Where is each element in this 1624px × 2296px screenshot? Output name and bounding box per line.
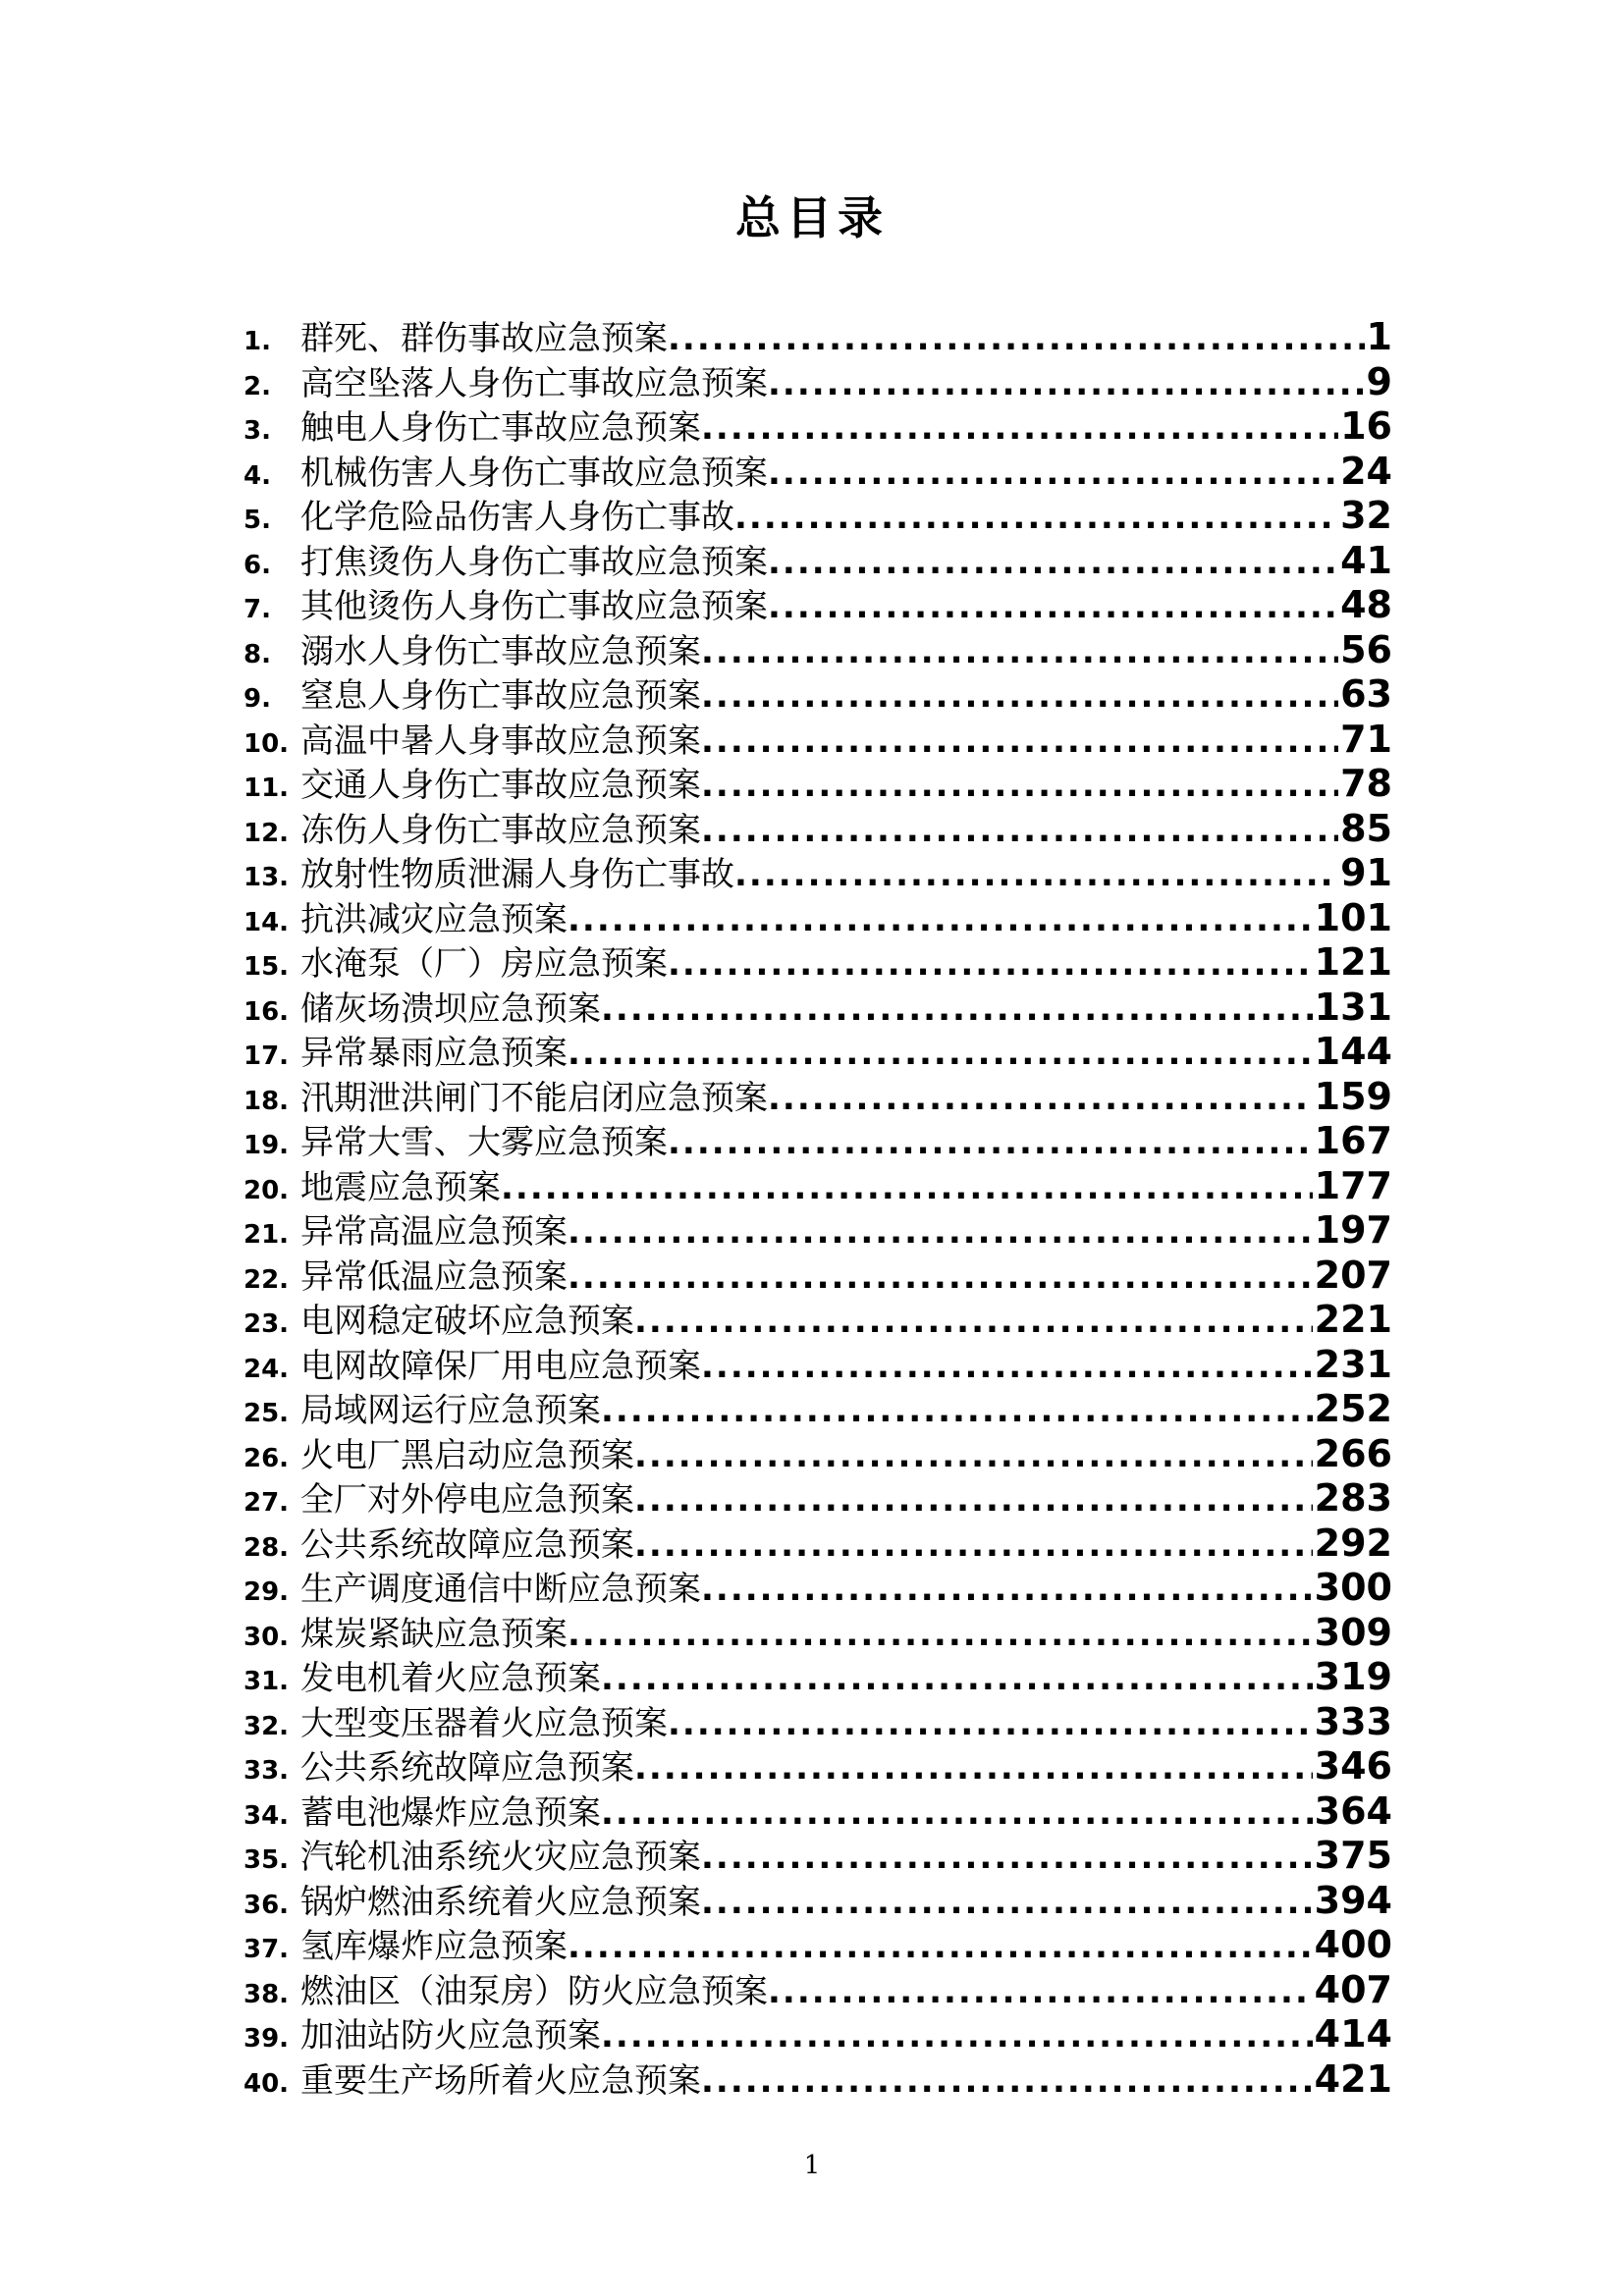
toc-entry-number: 34. [244,1800,290,1831]
toc-dot-leader [701,1568,1313,1611]
toc-entry-number: 9. [244,684,271,714]
toc-entry[interactable] [244,539,1392,584]
toc-entry-title: 氢库爆炸应急预案 [300,1927,568,1966]
toc-dot-leader [768,585,1338,628]
toc-dot-leader [701,674,1338,718]
toc-entry[interactable] [244,1655,1392,1700]
toc-entry-number: 35. [244,1845,290,1875]
toc-entry-page: 333 [1314,1699,1392,1743]
toc-entry-page: 121 [1314,940,1392,984]
toc-entry-number: 14. [244,907,290,937]
toc-entry-number: 29. [244,1577,290,1607]
page-number: 1 [803,2151,821,2180]
toc-entry-page: 319 [1314,1655,1392,1698]
toc-entry-title: 汽轮机油系统火灾应急预案 [300,1838,701,1877]
toc-entry-page: 207 [1314,1253,1392,1297]
toc-entry-title: 燃油区（油泵房）防火应急预案 [300,1971,768,2011]
toc-dot-leader [701,720,1338,763]
toc-entry-number: 19. [244,1131,290,1160]
toc-entry[interactable] [244,1789,1392,1835]
toc-dot-leader [601,988,1313,1031]
toc-dot-leader [568,898,1313,941]
toc-entry-title: 局域网运行应急预案 [300,1391,601,1430]
toc-entry-page: 159 [1314,1074,1392,1118]
toc-entry-number: 7. [244,595,271,624]
toc-entry-number: 15. [244,952,290,982]
toc-entry[interactable] [244,360,1392,405]
toc-entry-page: 421 [1314,2056,1392,2101]
toc-dot-leader [568,1255,1313,1299]
toc-entry-page: 177 [1314,1163,1392,1207]
toc-entry-page: 56 [1340,627,1392,671]
toc-entry-number: 17. [244,1041,290,1071]
toc-entry-title: 发电机着火应急预案 [300,1659,601,1698]
toc-entry-title: 触电人身伤亡事故应急预案 [300,408,701,448]
toc-entry[interactable] [244,2057,1392,2103]
toc-entry-title: 异常低温应急预案 [300,1256,568,1297]
toc-dot-leader [701,1881,1313,1924]
toc-entry[interactable] [244,1030,1392,1075]
toc-entry-page: 266 [1314,1431,1392,1475]
toc-entry-title: 加油站防火应急预案 [300,2016,601,2056]
toc-entry-number: 2. [244,371,271,401]
toc-entry-number: 21. [244,1220,290,1250]
toc-dot-leader [568,1032,1313,1075]
toc-entry[interactable] [244,1744,1392,1789]
toc-entry[interactable] [244,404,1392,450]
toc-entry-page: 394 [1314,1878,1392,1922]
toc-entry-number: 36. [244,1890,290,1920]
toc-entry-title: 地震应急预案 [300,1167,501,1207]
toc-entry-page: 32 [1340,494,1392,537]
toc-entry-number: 38. [244,1979,290,2009]
toc-entry-title: 锅炉燃油系统着火应急预案 [300,1882,701,1922]
toc-dot-leader [568,1613,1313,1656]
toc-dot-leader [568,1210,1313,1254]
toc-entry-page: 41 [1340,538,1392,582]
toc-entry[interactable] [244,940,1392,986]
toc-entry[interactable] [244,1119,1392,1164]
toc-entry-page: 144 [1314,1030,1392,1073]
toc-entry-page: 101 [1314,895,1392,939]
toc-entry[interactable] [244,1834,1392,1879]
toc-entry-number: 24. [244,1354,290,1384]
toc-dot-leader [701,2059,1313,2103]
toc-dot-leader [601,1657,1313,1700]
toc-entry-page: 1 [1366,315,1392,358]
toc-entry-title: 其他烫伤人身伤亡事故应急预案 [300,587,768,626]
toc-entry[interactable] [244,1566,1392,1611]
toc-entry-page: 131 [1314,985,1392,1029]
toc-entry-page: 292 [1314,1521,1392,1565]
toc-entry-page: 197 [1314,1208,1392,1252]
toc-entry-number: 16. [244,996,290,1027]
toc-entry-title: 电网稳定破坏应急预案 [300,1302,634,1341]
toc-entry-number: 30. [244,1622,290,1652]
toc-entry-page: 231 [1314,1342,1392,1386]
toc-dot-leader [668,1121,1313,1164]
toc-dot-leader [668,942,1313,986]
toc-entry-page: 400 [1314,1923,1392,1966]
toc-entry-page: 78 [1340,762,1392,805]
toc-dot-leader [701,1836,1313,1879]
toc-entry-title: 全厂对外停电应急预案 [300,1480,634,1520]
toc-entry-page: 364 [1314,1789,1392,1833]
toc-entry-number: 20. [244,1175,290,1205]
toc-dot-leader [601,1389,1313,1432]
toc-entry-number: 12. [244,818,290,848]
toc-dot-leader [768,1970,1313,2013]
toc-entry[interactable] [244,315,1392,360]
toc-dot-leader [634,1300,1313,1343]
toc-entry[interactable] [244,1075,1392,1120]
toc-entry[interactable] [244,851,1392,896]
toc-entry-number: 27. [244,1488,290,1518]
toc-entry-title: 群死、群伤事故应急预案 [300,319,668,358]
toc-dot-leader [601,1791,1313,1835]
toc-entry[interactable] [244,1208,1392,1254]
toc-entry[interactable] [244,1923,1392,1968]
toc-entry-page: 375 [1314,1834,1392,1877]
toc-entry-title: 高空坠落人身伤亡事故应急预案 [300,363,768,403]
toc-entry[interactable] [244,628,1392,673]
toc-entry-title: 放射性物质泄漏人身伤亡事故 [300,855,734,894]
toc-entry[interactable] [244,1968,1392,2013]
toc-entry-page: 407 [1314,1967,1392,2011]
toc-entry-number: 8. [244,639,271,669]
toc-entry-title: 生产调度通信中断应急预案 [300,1570,701,1609]
toc-entry-page: 221 [1314,1298,1392,1341]
toc-entry[interactable] [244,1611,1392,1656]
toc-dot-leader [701,809,1338,852]
toc-entry-title: 煤炭紧缺应急预案 [300,1614,568,1654]
toc-entry-page: 48 [1340,583,1392,626]
toc-entry-number: 32. [244,1711,290,1741]
toc-entry-title: 重要生产场所着火应急预案 [300,2060,701,2101]
toc-dot-leader [768,541,1338,584]
toc-entry[interactable] [244,1254,1392,1299]
toc-entry-page: 346 [1314,1744,1392,1788]
toc-dot-leader [768,452,1338,495]
toc-entry[interactable] [244,1343,1392,1388]
toc-entry-page: 300 [1314,1566,1392,1609]
toc-entry-number: 39. [244,2024,290,2054]
toc-entry-title: 电网故障保厂用电应急预案 [300,1346,701,1386]
toc-entry-title: 溺水人身伤亡事故应急预案 [300,631,701,671]
toc-dot-leader [768,362,1365,405]
toc-entry-page: 71 [1340,717,1392,761]
toc-entry-page: 167 [1314,1119,1392,1162]
toc-entry-page: 252 [1314,1387,1392,1430]
toc-entry-title: 异常大雪、大雾应急预案 [300,1123,668,1162]
toc-entry[interactable] [244,1387,1392,1432]
toc-entry[interactable] [244,718,1392,763]
toc-entry-title: 异常高温应急预案 [300,1212,568,1252]
toc-entry[interactable] [244,896,1392,941]
toc-dot-leader [734,496,1338,539]
toc-entry-title: 机械伤害人身伤亡事故应急预案 [300,453,768,493]
toc-dot-leader [634,1434,1313,1477]
toc-entry[interactable] [244,2012,1392,2057]
toc-entry-title: 化学危险品伤害人身伤亡事故 [300,498,734,537]
toc-entry-title: 储灰场溃坝应急预案 [300,988,601,1029]
toc-entry-page: 16 [1340,404,1392,448]
toc-entry-number: 31. [244,1667,290,1696]
toc-entry-title: 汛期泄洪闸门不能启闭应急预案 [300,1078,768,1118]
toc-entry-number: 1. [244,327,271,356]
toc-entry[interactable] [244,1432,1392,1477]
toc-entry[interactable] [244,672,1392,718]
toc-entry-title: 水淹泵（厂）房应急预案 [300,944,668,984]
toc-entry[interactable] [244,986,1392,1031]
toc-entry-page: 9 [1366,359,1392,403]
toc-entry-title: 异常暴雨应急预案 [300,1034,568,1073]
toc-entry-title: 蓄电池爆炸应急预案 [300,1792,601,1833]
toc-entry-title: 高温中暑人身事故应急预案 [300,721,701,761]
toc-entry-number: 10. [244,728,290,759]
toc-entry[interactable] [244,494,1392,539]
toc-dot-leader [668,1702,1313,1745]
toc-entry-title: 抗洪减灾应急预案 [300,899,568,939]
toc-dot-leader [634,1523,1313,1567]
toc-dot-leader [634,1478,1313,1522]
toc-entry[interactable] [244,1522,1392,1567]
toc-dot-leader [701,764,1338,807]
toc-entry-number: 13. [244,863,290,892]
toc-entry-number: 4. [244,460,271,491]
toc-entry-number: 18. [244,1086,290,1116]
toc-entry[interactable] [244,583,1392,628]
toc-entry-page: 283 [1314,1476,1392,1520]
toc-entry-number: 6. [244,550,271,580]
table-of-contents [244,315,1392,2102]
toc-dot-leader [701,406,1338,450]
toc-entry[interactable] [244,450,1392,495]
toc-entry[interactable] [244,1700,1392,1745]
toc-dot-leader [768,1077,1313,1120]
toc-dot-leader [568,1925,1313,1968]
toc-entry-number: 40. [244,2068,290,2099]
toc-entry-page: 63 [1340,672,1392,716]
toc-entry[interactable] [244,1298,1392,1343]
toc-entry-number: 22. [244,1264,290,1295]
toc-entry-title: 冻伤人身伤亡事故应急预案 [300,810,701,850]
toc-entry-number: 33. [244,1756,290,1786]
toc-entry-page: 309 [1314,1610,1392,1654]
toc-entry-number: 3. [244,416,271,446]
toc-dot-leader [501,1166,1313,1209]
toc-entry[interactable] [244,807,1392,852]
toc-entry-number: 23. [244,1309,290,1339]
toc-entry-number: 28. [244,1532,290,1563]
toc-dot-leader [601,2014,1313,2057]
toc-entry-title: 交通人身伤亡事故应急预案 [300,766,701,805]
toc-entry-title: 火电厂黑启动应急预案 [300,1435,634,1475]
toc-entry-page: 85 [1340,806,1392,850]
toc-entry-page: 91 [1340,851,1392,894]
toc-entry-title: 公共系统故障应急预案 [300,1524,634,1565]
toc-dot-leader [634,1746,1313,1789]
toc-entry-title: 窒息人身伤亡事故应急预案 [300,676,701,716]
toc-entry-title: 大型变压器着火应急预案 [300,1703,668,1743]
toc-dot-leader [701,1345,1313,1388]
toc-entry-title: 打焦烫伤人身伤亡事故应急预案 [300,542,768,582]
toc-entry-number: 11. [244,774,290,803]
toc-entry-title: 公共系统故障应急预案 [300,1748,634,1788]
toc-dot-leader [734,853,1338,896]
toc-entry-number: 5. [244,506,271,535]
toc-entry[interactable] [244,1164,1392,1209]
toc-entry[interactable] [244,762,1392,807]
toc-entry-number: 26. [244,1443,290,1473]
toc-entry-page: 414 [1314,2012,1392,2056]
toc-entry-page: 24 [1340,449,1392,493]
toc-entry[interactable] [244,1879,1392,1924]
toc-dot-leader [701,630,1338,673]
toc-entry-number: 37. [244,1935,290,1964]
page-title: 总目录 [735,191,889,244]
toc-dot-leader [668,317,1365,360]
toc-entry-number: 25. [244,1399,290,1428]
toc-entry[interactable] [244,1476,1392,1522]
